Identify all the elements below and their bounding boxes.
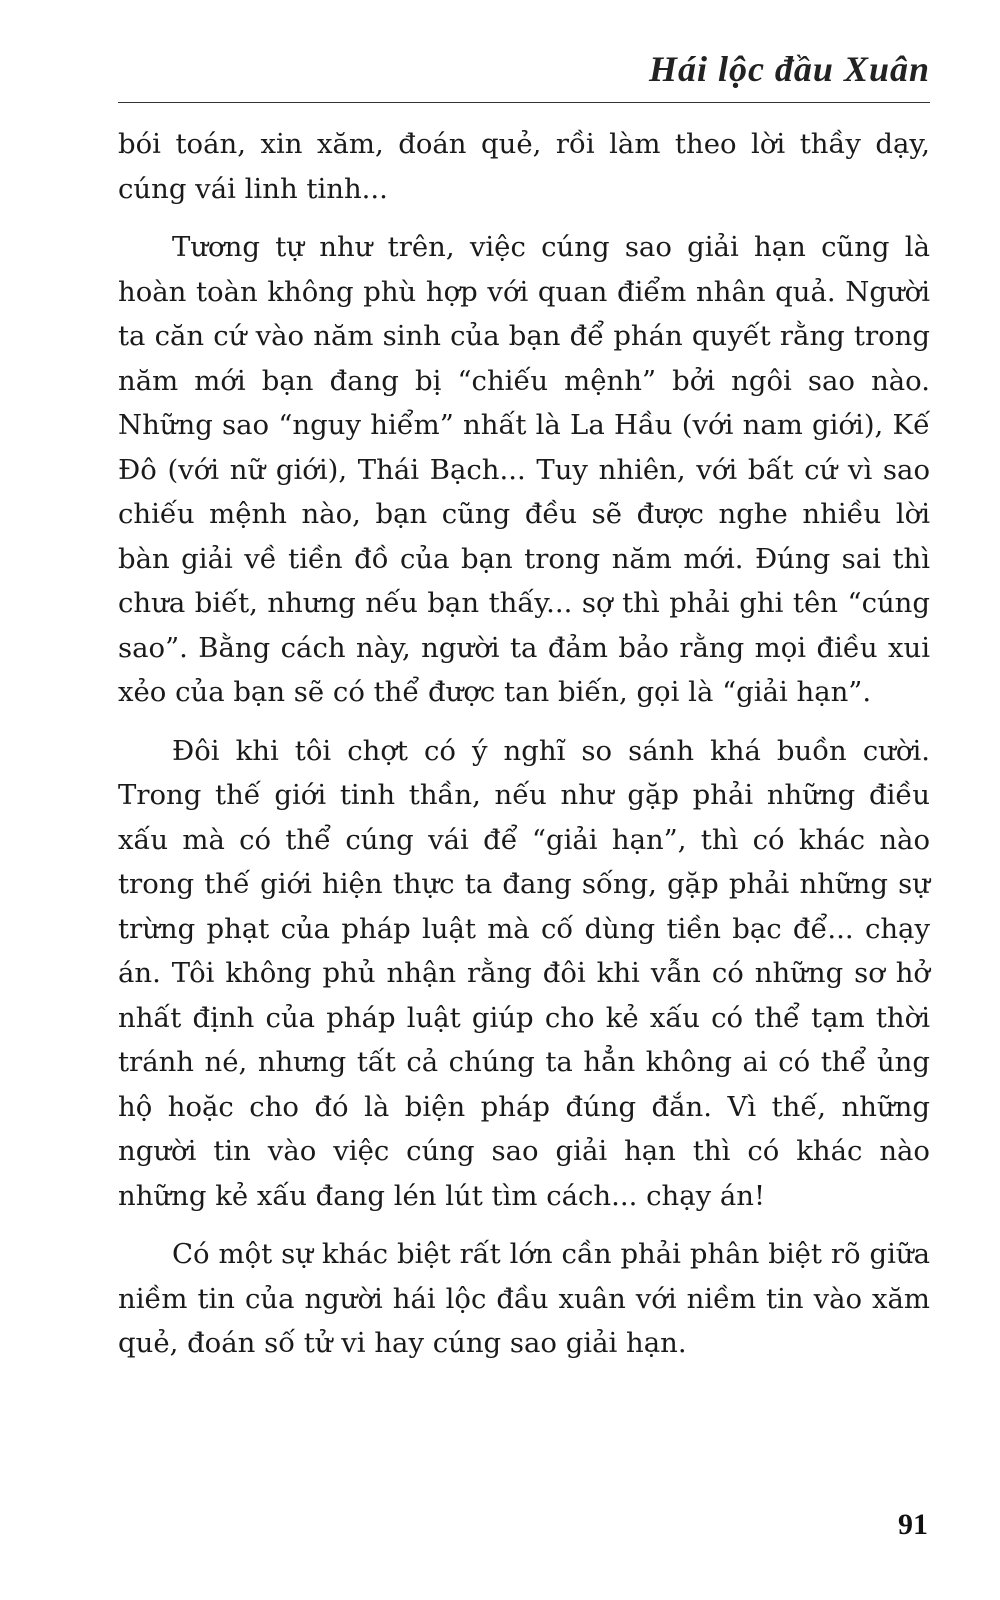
running-head-title: Hái lộc đầu Xuân	[648, 49, 930, 89]
paragraph: Tương tự như trên, việc cúng sao giải hạn cũng là hoàn toàn không phù hợp với quan điểm nhân quả. Người ta căn cứ vào năm sinh của bạn để phán quyết rằng trong năm mới bạn đang bị “chiếu mệnh” bởi ngôi sao nào. Những sao “nguy hiểm” nhất là La Hầu (với nam giới), Kế Đô (với nữ giới), Thái Bạch... Tuy nhiên, với bất cứ vì sao chiếu mệnh nào, bạn cũng đều sẽ được nghe nhiều lời bàn giải về tiền đồ của bạn trong năm mới. Đúng sai thì chưa biết, nhưng nếu bạn thấy... sợ thì phải ghi tên “cúng sao”. Bằng cách này, người ta đảm bảo rằng mọi điều xui xẻo của bạn sẽ có thể được tan biến, gọi là “giải hạn”.	[118, 231, 930, 708]
paragraph-continuation: bói toán, xin xăm, đoán quẻ, rồi làm theo lời thầy dạy, cúng vái linh tinh...	[118, 128, 930, 205]
page-number: 91	[898, 1508, 928, 1541]
paragraph: Đôi khi tôi chợt có ý nghĩ so sánh khá buồn cười. Trong thế giới tinh thần, nếu như gặp phải những điều xấu mà có thể cúng vái để “giải hạn”, thì có khác nào trong thế giới hiện thực ta đang sống, gặp phải những sự trừng phạt của pháp luật mà cố dùng tiền bạc để... chạy án. Tôi không phủ nhận rằng đôi khi vẫn có những sơ hở nhất định của pháp luật giúp cho kẻ xấu có thể tạm thời tránh né, nhưng tất cả chúng ta hẳn không ai có thể ủng hộ hoặc cho đó là biện pháp đúng đắn. Vì thế, những người tin vào việc cúng sao giải hạn thì có khác nào những kẻ xấu đang lén lút tìm cách... chạy án!	[118, 734, 930, 1212]
header-rule	[118, 102, 930, 103]
body-text	[118, 122, 930, 1380]
paragraph: Có một sự khác biệt rất lớn cần phải phân biệt rõ giữa niềm tin của người hái lộc đầu xuân với niềm tin vào xăm quẻ, đoán số tử vi hay cúng sao giải hạn.	[118, 1238, 930, 1359]
